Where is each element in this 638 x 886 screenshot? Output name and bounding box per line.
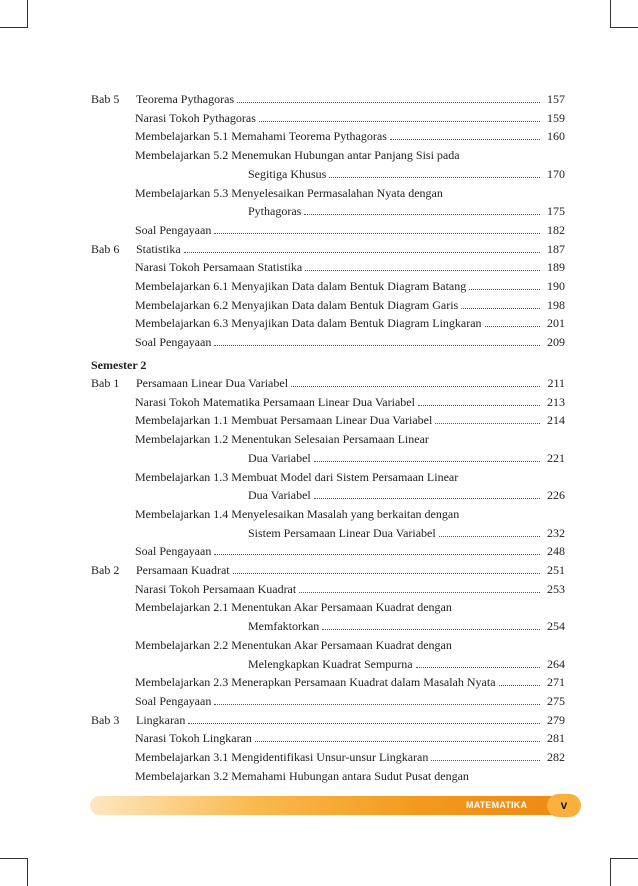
dot-leader [304, 204, 540, 215]
dot-leader [469, 279, 540, 290]
toc-entry[interactable] [135, 315, 565, 331]
toc-entry-title: Lingkaran [136, 712, 186, 727]
toc-page-number: 160 [547, 129, 565, 144]
toc-row [0, 110, 638, 126]
toc-entry-title: Membelajarkan 5.1 Memahami Teorema Pythagoras [135, 129, 387, 144]
toc-entry-title: Membelajarkan 3.1 Mengidentifikasi Unsur-unsur Lingkaran [135, 750, 429, 764]
toc-entry[interactable] [135, 185, 443, 201]
toc-entry-title: Sistem Persamaan Linear Dua Variabel [248, 525, 436, 540]
toc-entry-title: Membelajarkan 1.2 Menentukan Selesaian Persamaan Linear [135, 432, 429, 447]
dot-leader [214, 694, 540, 705]
toc-row [0, 693, 638, 709]
crop-mark [610, 858, 611, 886]
toc-entry-title: Membelajarkan 6.1 Menyajikan Data dalam Bentuk Diagram Batang [135, 279, 467, 293]
toc-page-number: 279 [547, 712, 565, 727]
toc-page-number: 271 [547, 675, 565, 690]
toc-row [0, 241, 638, 257]
dot-leader [418, 395, 540, 406]
dot-leader [390, 129, 540, 140]
toc-page-number: 213 [547, 394, 565, 409]
toc-entry[interactable] [135, 278, 565, 294]
toc-entry-title: Membelajarkan 1.4 Menyelesaikan Masalah yang berkaitan dengan [135, 506, 460, 521]
toc-row [0, 375, 638, 391]
toc-row [0, 128, 638, 144]
toc-page-number: 264 [547, 656, 565, 671]
toc-page-number: 201 [547, 316, 565, 331]
toc-entry-title: Dua Variabel [248, 488, 311, 503]
toc-page-number: 232 [547, 525, 565, 540]
toc-entry[interactable] [135, 431, 429, 447]
toc-entry[interactable] [135, 334, 565, 350]
toc-entry-title: Narasi Tokoh Matematika Persamaan Linear Dua Variabel [135, 394, 415, 409]
toc-entry-title: Teorema Pythagoras [136, 92, 235, 106]
dot-leader [291, 376, 540, 387]
toc-page-number: 209 [547, 335, 565, 350]
dot-leader [305, 260, 540, 271]
toc-row [0, 562, 638, 578]
toc-entry-title: Membelajarkan 6.3 Menyajikan Data dalam Bentuk Diagram Lingkaran [135, 316, 482, 331]
toc-entry-title: Dua Variabel [248, 450, 311, 465]
toc-entry-title: Membelajarkan 3.2 Memahami Hubungan antara Sudut Pusat dengan [135, 768, 469, 783]
dot-leader [435, 413, 540, 424]
page-number-badge: v [547, 794, 581, 817]
toc-page-number: 157 [547, 92, 565, 106]
toc-entry-title: Membelajarkan 5.3 Menyelesaikan Permasalahan Nyata dengan [135, 185, 443, 200]
toc-page-number: 275 [547, 693, 565, 708]
toc-page-number: 251 [547, 563, 565, 577]
toc-entry[interactable] [248, 487, 565, 503]
toc-entry[interactable] [135, 637, 452, 653]
toc-row [0, 394, 638, 410]
toc-entry-title: Narasi Tokoh Lingkaran [135, 731, 252, 746]
semester-heading: Semester 2 [91, 358, 147, 372]
toc-entry[interactable] [135, 412, 565, 428]
crop-mark [27, 0, 28, 28]
crop-mark [0, 27, 28, 28]
toc-row [0, 749, 638, 765]
toc-page-number: 248 [547, 544, 565, 559]
toc-entry[interactable] [248, 618, 565, 634]
chapter-number: Bab 3 [91, 712, 120, 727]
dot-leader [237, 92, 540, 103]
dot-leader [329, 167, 540, 178]
toc-page-number: 221 [547, 450, 565, 465]
toc-entry-title: Membelajarkan 1.1 Membuat Persamaan Linear Dua Variabel [135, 413, 433, 428]
toc-entry[interactable] [136, 241, 565, 257]
toc-row [0, 543, 638, 559]
toc-row [0, 185, 638, 201]
footer-subject: MATEMATIKA [466, 800, 528, 810]
toc-entry-title: Persamaan Kuadrat [136, 563, 230, 577]
toc-page-number: 159 [547, 110, 565, 125]
chapter-number: Bab 1 [91, 376, 120, 390]
toc-row [0, 297, 638, 313]
toc-entry[interactable] [135, 259, 565, 275]
toc-entry[interactable] [135, 599, 452, 615]
toc-page-number: 189 [547, 260, 565, 275]
dot-leader [299, 582, 540, 593]
toc-entry-title: Narasi Tokoh Persamaan Statistika [135, 260, 303, 275]
toc-page-number: 214 [547, 413, 565, 428]
crop-mark [27, 858, 28, 886]
dot-leader [214, 544, 540, 555]
toc-row [0, 315, 638, 331]
toc-entry[interactable] [135, 768, 469, 784]
toc-entry[interactable] [248, 166, 565, 182]
toc-row [0, 656, 638, 672]
chapter-number: Bab 5 [91, 92, 120, 106]
toc-entry[interactable] [135, 749, 565, 765]
toc-entry[interactable] [135, 730, 565, 746]
toc-row [0, 222, 638, 238]
toc-page-number: 281 [547, 731, 565, 746]
dot-leader [255, 731, 540, 742]
dot-leader [439, 526, 540, 537]
toc-row [0, 91, 638, 107]
toc-row [0, 412, 638, 428]
dot-leader [184, 242, 540, 253]
toc-row [0, 768, 638, 784]
toc-entry[interactable] [248, 450, 565, 466]
dot-leader [314, 451, 540, 462]
toc-entry-title: Soal Pengayaan [135, 544, 212, 559]
toc-entry[interactable] [135, 222, 565, 238]
toc-entry-title: Membelajarkan 2.3 Menerapkan Persamaan Kuadrat dalam Masalah Nyata [135, 675, 496, 690]
toc-entry-title: Soal Pengayaan [135, 222, 212, 237]
chapter-number: Bab 6 [91, 241, 120, 256]
dot-leader [322, 619, 540, 630]
toc-entry-title: Narasi Tokoh Pythagoras [135, 110, 256, 125]
toc-page-number: 187 [547, 241, 565, 256]
toc-row [0, 599, 638, 615]
toc-page-number: 170 [547, 166, 565, 181]
dot-leader [431, 750, 540, 761]
toc-row [0, 450, 638, 466]
toc-row [0, 637, 638, 653]
toc-entry[interactable] [135, 674, 565, 690]
toc-entry-title: Memfaktorkan [248, 619, 320, 634]
toc-page-number: 211 [547, 376, 565, 390]
dot-leader [485, 316, 540, 327]
toc-entry-title: Soal Pengayaan [135, 693, 212, 708]
dot-leader [259, 111, 540, 122]
toc-page-number: 175 [547, 204, 565, 219]
toc-row [0, 674, 638, 690]
toc-entry-title: Membelajarkan 2.2 Menentukan Akar Persamaan Kuadrat dengan [135, 637, 452, 652]
toc-page-number: 198 [547, 297, 565, 312]
toc-entry-title: Narasi Tokoh Persamaan Kuadrat [135, 581, 297, 596]
toc-entry[interactable] [135, 581, 565, 597]
toc-entry[interactable] [135, 394, 565, 410]
toc-row [0, 525, 638, 541]
toc-entry-title: Pythagoras [248, 204, 302, 219]
toc-row [0, 166, 638, 182]
toc-row [0, 278, 638, 294]
toc-row [0, 147, 638, 163]
dot-leader [314, 488, 540, 499]
crop-mark [610, 858, 638, 859]
toc-entry-title: Membelajarkan 2.1 Menentukan Akar Persamaan Kuadrat dengan [135, 600, 452, 615]
dot-leader [214, 223, 540, 234]
crop-mark [610, 27, 638, 28]
toc-entry[interactable] [248, 525, 565, 541]
toc-entry[interactable] [135, 693, 565, 709]
dot-leader [233, 563, 540, 574]
toc-row [0, 334, 638, 350]
toc-entry[interactable] [135, 506, 459, 522]
toc-page-number: 282 [547, 750, 565, 764]
toc-entry-title: Melengkapkan Kuadrat Sempurna [248, 656, 413, 671]
chapter-number: Bab 2 [91, 563, 120, 577]
toc-row [0, 487, 638, 503]
toc-row [0, 259, 638, 275]
toc-row [0, 730, 638, 746]
toc-row [0, 469, 638, 485]
toc-entry[interactable] [135, 110, 565, 126]
toc-page-number: 190 [547, 279, 565, 293]
toc-entry-title: Membelajarkan 6.2 Menyajikan Data dalam Bentuk Diagram Garis [135, 297, 459, 312]
toc-entry[interactable] [136, 375, 565, 391]
toc-entry-title: Membelajarkan 1.3 Membuat Model dari Sistem Persamaan Linear [135, 469, 459, 484]
toc-entry[interactable] [135, 543, 565, 559]
toc-entry-title: Soal Pengayaan [135, 335, 212, 350]
toc-page-number: 254 [547, 619, 565, 634]
toc-row [0, 431, 638, 447]
toc-entry[interactable] [135, 469, 458, 485]
toc-page-number: 182 [547, 222, 565, 237]
toc-entry[interactable] [136, 91, 565, 107]
dot-leader [214, 335, 540, 346]
toc-entry[interactable] [135, 128, 565, 144]
toc-entry[interactable] [135, 147, 460, 163]
crop-mark [610, 0, 611, 28]
toc-row [0, 581, 638, 597]
toc-page-number: 226 [547, 488, 565, 503]
toc-row [0, 712, 638, 728]
dot-leader [416, 657, 540, 668]
toc-entry[interactable] [248, 203, 565, 219]
crop-mark [0, 858, 28, 859]
toc-entry[interactable] [136, 562, 565, 578]
dot-leader [461, 298, 540, 309]
toc-row [0, 506, 638, 522]
toc-entry-title: Segitiga Khusus [248, 166, 327, 181]
toc-entry[interactable] [136, 712, 565, 728]
toc-row [0, 618, 638, 634]
toc-page-number: 253 [547, 581, 565, 596]
toc-entry-title: Membelajarkan 5.2 Menemukan Hubungan antar Panjang Sisi pada [135, 148, 460, 163]
toc-entry[interactable] [248, 656, 565, 672]
dot-leader [188, 713, 540, 724]
toc-entry-title: Persamaan Linear Dua Variabel [136, 376, 289, 390]
toc-entry-title: Statistika [136, 241, 181, 256]
toc-entry[interactable] [135, 297, 565, 313]
toc-row [0, 203, 638, 219]
dot-leader [499, 675, 540, 686]
